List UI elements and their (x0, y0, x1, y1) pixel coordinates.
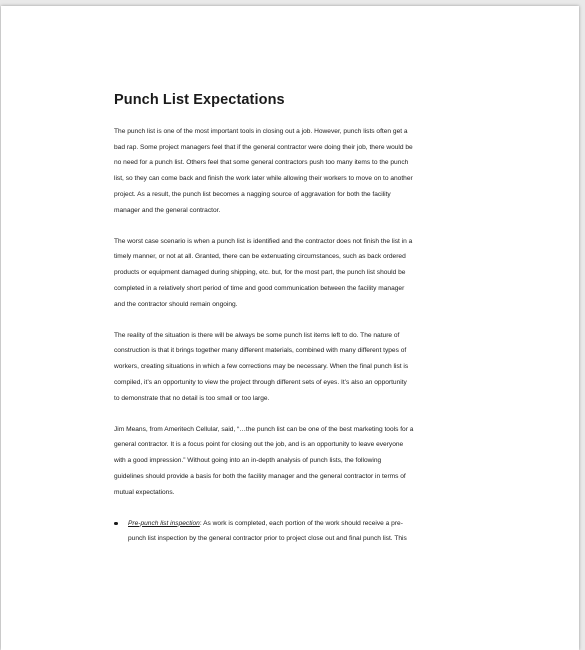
bullet-label: Pre-punch list inspection (128, 519, 200, 527)
text-line: and the contractor should remain ongoing. (114, 300, 238, 308)
text-line: timely manner, or not at all. Granted, there can be extenuating circumstances, such as back ordered (114, 253, 406, 261)
text-line: project. As a result, the punch list becomes a nagging source of aggravation for both the facility (114, 190, 391, 198)
text-line: general contractor. It is a focus point for closing out the job, and is an opportunity to leave everyone (114, 441, 404, 449)
bullet-second-line: punch list inspection by the general contractor prior to project close out and final punch list. This (128, 535, 407, 543)
text-line: The worst case scenario is when a punch list is identified and the contractor does not finish the list in a (114, 237, 413, 245)
text-line: construction is that it brings together many different materials, combined with many different types of (114, 347, 407, 355)
document-title: Punch List Expectations (114, 92, 285, 108)
text-line: completed in a relatively short period of time and good communication between the facility manager (114, 284, 405, 292)
text-line: compiled, it’s an opportunity to view the project through different sets of eyes. It’s also an opportunity (114, 378, 407, 386)
text-line: guidelines should provide a basis for both the facility manager and the general contractor in terms of (114, 472, 406, 480)
text-line: with a good impression.” Without going into an in-depth analysis of punch lists, the following (114, 457, 382, 465)
text-line: bad rap. Some project managers feel that if the general contractor were doing their job, there would be (114, 143, 413, 151)
text-line: list, so they can come back and finish the work later while allowing their workers to move on to another (114, 175, 413, 183)
text-line: workers, creating situations in which a few corrections may be necessary. When the final punch list is (114, 363, 409, 371)
bullet-first-line-text: : As work is completed, each portion of the work should receive a pre- (199, 519, 403, 527)
paragraph-3 (114, 328, 476, 407)
paragraph-1 (114, 124, 476, 218)
document-body (114, 92, 476, 547)
text-line: to demonstrate that no detail is too small or too large. (114, 394, 270, 402)
paragraph-4 (114, 422, 476, 501)
text-line: mutual expectations. (114, 488, 175, 496)
text-line: manager and the general contractor. (114, 206, 221, 214)
text-line: no need for a punch list. Others feel that some general contractors push too many items to the punch (114, 159, 409, 167)
bullet-icon (114, 522, 118, 526)
text-line: Jim Means, from Ameritech Cellular, said, “…the punch list can be one of the best marketing tools for a (114, 425, 414, 433)
text-line: The punch list is one of the most important tools in closing out a job. However, punch lists often get a (114, 128, 408, 135)
text-line: products or equipment damaged during shipping, etc. but, for the most part, the punch list should be (114, 269, 406, 277)
bullet-first-line (128, 516, 476, 532)
bullet-item (114, 516, 476, 547)
text-line: The reality of the situation is there will be always be some punch list items left to do. The nature of (114, 331, 400, 339)
paragraph-2 (114, 234, 476, 313)
document-page (1, 6, 579, 650)
